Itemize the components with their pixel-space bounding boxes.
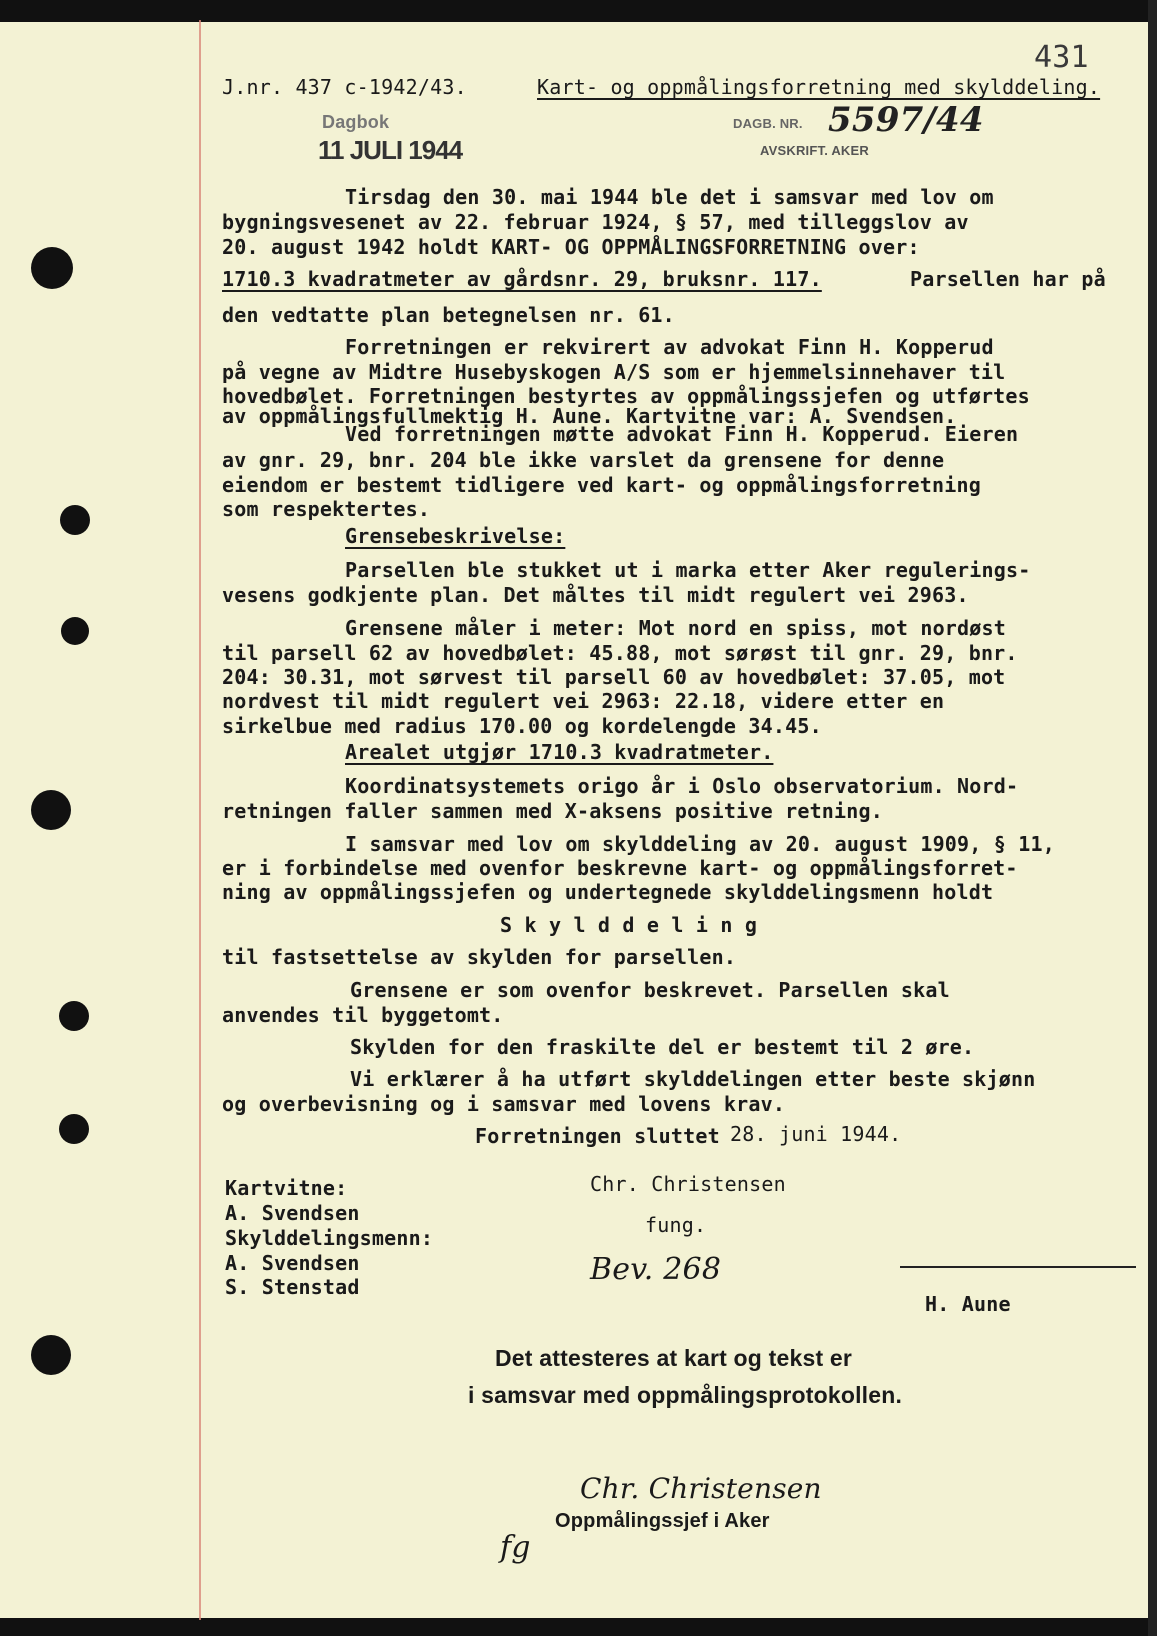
- body-line: Forretningen er rekvirert av advokat Finn H. Kopperud: [345, 335, 994, 359]
- signer-name-aune: H. Aune: [925, 1292, 1011, 1316]
- body-line: 204: 30.31, mot sørvest til parsell 60 av hovedbølet: 37.05, mot: [222, 665, 1006, 689]
- body-line: Koordinatsystemets origo år i Oslo observatorium. Nord-: [345, 774, 1019, 798]
- punch-hole: [59, 1001, 89, 1031]
- body-line: sirkelbue med radius 170.00 og kordelengde 34.45.: [222, 714, 822, 738]
- skylddelingsmenn-label: Skylddelingsmenn:: [225, 1226, 434, 1250]
- property-description: 1710.3 kvadratmeter av gårdsnr. 29, bruksnr. 117.: [222, 267, 822, 291]
- handwritten-signature: Chr. Christensen: [580, 1472, 822, 1505]
- handwritten-bev-number: Bev. 268: [590, 1252, 722, 1287]
- kartvitne-name: A. Svendsen: [225, 1201, 360, 1225]
- body-line: til parsell 62 av hovedbølet: 45.88, mot sørøst til gnr. 29, bnr.: [222, 641, 1018, 665]
- avskrift-stamp: AVSKRIFT. AKER: [760, 143, 869, 158]
- body-line: Grensene er som ovenfor beskrevet. Parsellen skal: [350, 978, 950, 1002]
- signer-name-christensen: Chr. Christensen: [590, 1172, 786, 1196]
- body-line: er i forbindelse med ovenfor beskrevne kart- og oppmålingsforret-: [222, 856, 1018, 880]
- body-line: anvendes til byggetomt.: [222, 1003, 504, 1027]
- punch-hole: [31, 790, 71, 830]
- dagb-nr-value: 5597/44: [828, 100, 984, 140]
- signer-fung: fung.: [645, 1213, 707, 1237]
- body-line: bygningsvesenet av 22. februar 1924, § 57, med tilleggslov av: [222, 210, 969, 234]
- body-line: vesens godkjente plan. Det måltes til midt regulert vei 2963.: [222, 583, 969, 607]
- body-line: Parsellen ble stukket ut i marka etter Aker regulerings-: [345, 558, 1031, 582]
- page-number: 431: [1034, 40, 1089, 75]
- body-line: på vegne av Midtre Husebyskogen A/S som er hjemmelsinnehaver til: [222, 360, 1006, 384]
- punch-hole: [61, 617, 89, 645]
- skylddelingsmann-name: S. Stenstad: [225, 1275, 360, 1299]
- body-line: Tirsdag den 30. mai 1944 ble det i samsvar med lov om: [345, 185, 994, 209]
- handwritten-fg: fg: [500, 1530, 531, 1565]
- punch-hole: [60, 505, 90, 535]
- area-statement: Arealet utgjør 1710.3 kvadratmeter.: [345, 740, 774, 764]
- body-line: hovedbølet. Forretningen bestyrtes av oppmålingssjefen og utførtes: [222, 384, 1030, 408]
- margin-line: [199, 20, 201, 1620]
- section-heading-grensebeskrivelse: Grensebeskrivelse:: [345, 524, 566, 548]
- body-line: Parsellen har på: [910, 267, 1106, 291]
- scan-right-edge: [1148, 0, 1157, 1636]
- attestation-line: i samsvar med oppmålingsprotokollen.: [468, 1382, 903, 1408]
- journal-reference: J.nr. 437 c-1942/43.: [222, 75, 467, 99]
- punch-hole: [31, 247, 73, 289]
- kartvitne-label: Kartvitne:: [225, 1176, 348, 1200]
- body-line: og overbevisning og i samsvar med lovens krav.: [222, 1092, 786, 1116]
- scan-bottom-edge: [0, 1618, 1157, 1636]
- body-line: Vi erklærer å ha utført skylddelingen etter beste skjønn: [350, 1067, 1036, 1091]
- punch-hole: [31, 1335, 71, 1375]
- body-line: retningen faller sammen med X-aksens positive retning.: [222, 799, 884, 823]
- body-line: ning av oppmålingssjefen og undertegnede skylddelingsmenn holdt: [222, 880, 994, 904]
- section-heading-skylddeling: S k y l d d e l i n g: [500, 913, 758, 937]
- body-line: som respektertes.: [222, 497, 431, 521]
- punch-hole: [59, 1114, 89, 1144]
- dagb-nr-label: DAGB. NR.: [733, 116, 803, 131]
- body-line: I samsvar med lov om skylddeling av 20. august 1909, § 11,: [345, 832, 1055, 856]
- closing-date: 28. juni 1944.: [730, 1122, 902, 1146]
- skylddelingsmann-name: A. Svendsen: [225, 1251, 360, 1275]
- body-line: eiendom er bestemt tidligere ved kart- og oppmålingsforretning: [222, 473, 981, 497]
- body-line: den vedtatte plan betegnelsen nr. 61.: [222, 303, 675, 327]
- body-line: av oppmålingsfullmektig H. Aune. Kartvitne var: A. Svendsen.: [222, 404, 957, 428]
- body-line: av gnr. 29, bnr. 204 ble ikke varslet da grensene for denne: [222, 448, 945, 472]
- closing-statement: Forretningen sluttet: [475, 1124, 720, 1148]
- signature-line: [900, 1266, 1136, 1268]
- body-line: Skylden for den fraskilte del er bestemt til 2 øre.: [350, 1035, 975, 1059]
- body-line: 20. august 1942 holdt KART- OG OPPMÅLINGSFORRETNING over:: [222, 235, 920, 259]
- document-title: Kart- og oppmålingsforretning med skylddeling.: [537, 75, 1101, 99]
- body-line: til fastsettelse av skylden for parsellen.: [222, 945, 737, 969]
- dagbok-stamp-label: Dagbok: [322, 112, 390, 132]
- body-line: Ved forretningen møtte advokat Finn H. Kopperud. Eieren: [345, 422, 1019, 446]
- attestation-line: Det attesteres at kart og tekst er: [495, 1345, 853, 1371]
- attestation-footer: Oppmålingssjef i Aker: [555, 1510, 770, 1532]
- dagbok-stamp-date: 11 JULI 1944: [318, 135, 463, 165]
- body-line: nordvest til midt regulert vei 2963: 22.18, videre etter en: [222, 689, 945, 713]
- scan-top-edge: [0, 0, 1157, 22]
- body-line: Grensene måler i meter: Mot nord en spiss, mot nordøst: [345, 616, 1007, 640]
